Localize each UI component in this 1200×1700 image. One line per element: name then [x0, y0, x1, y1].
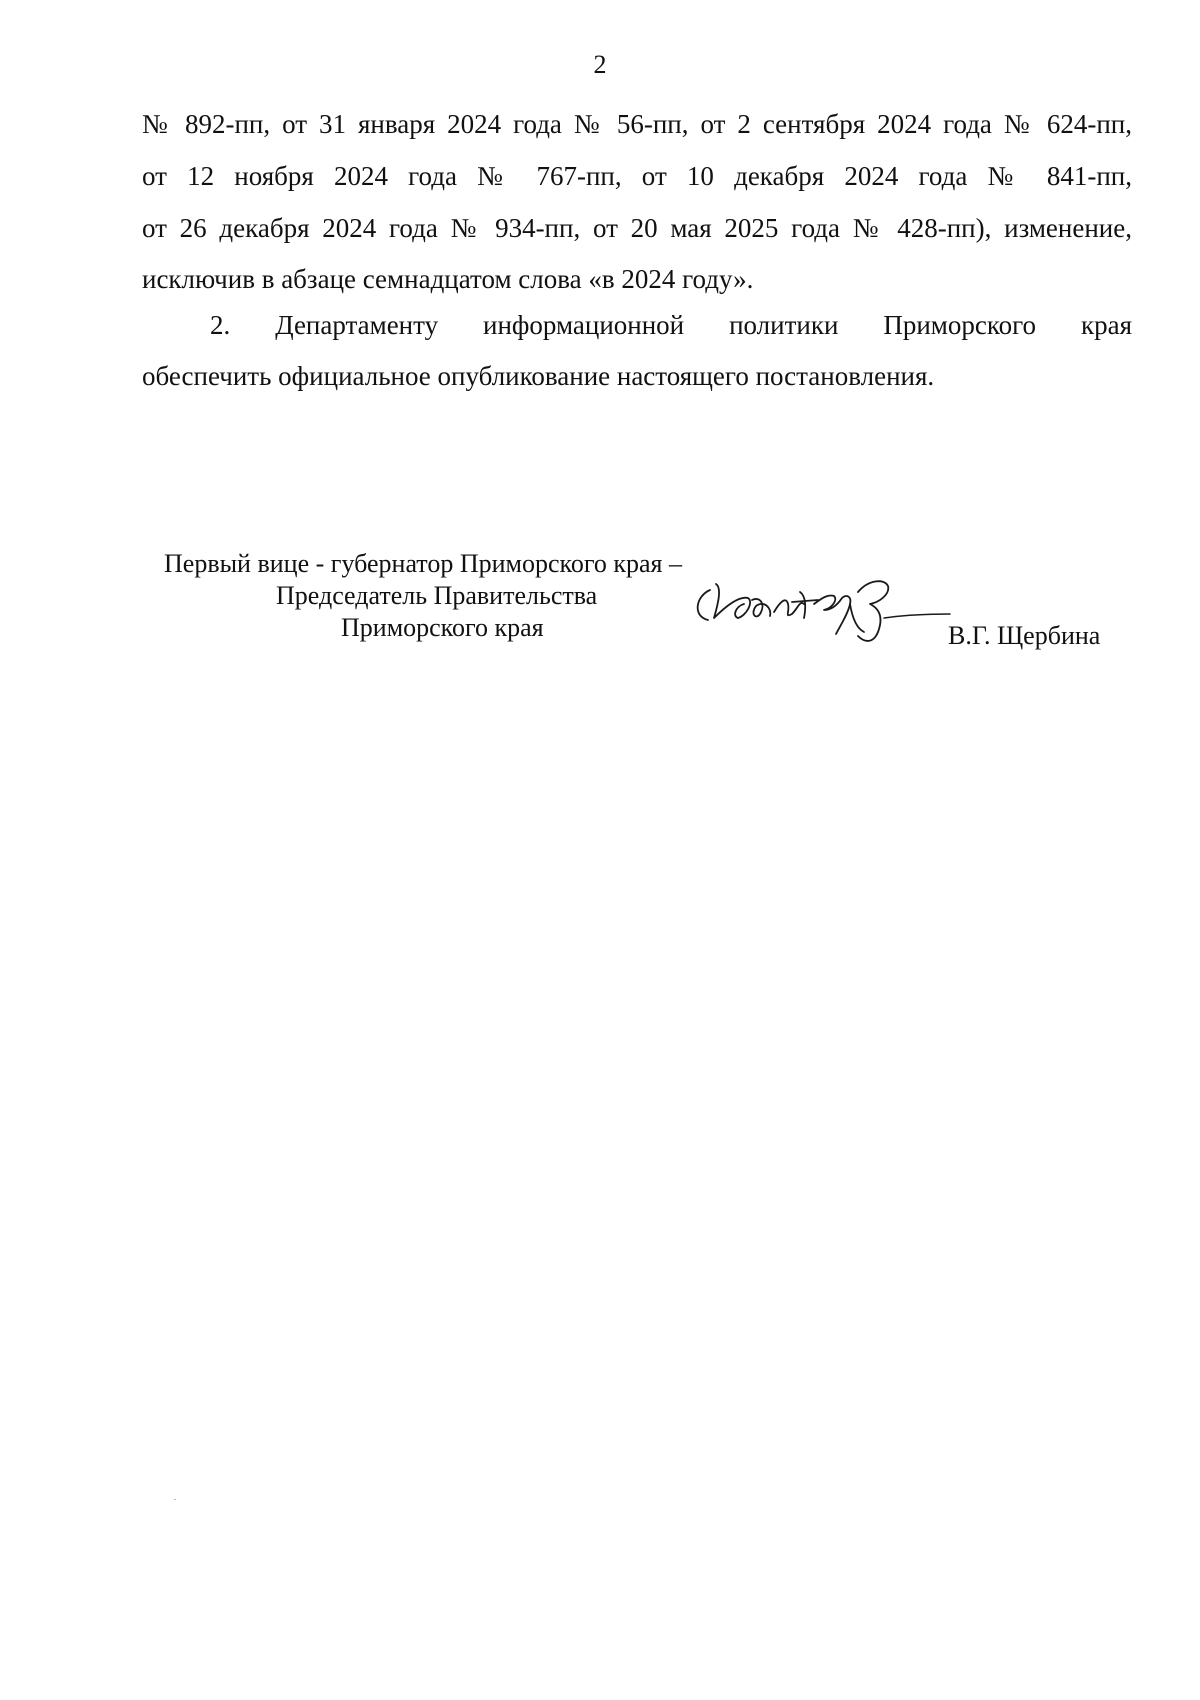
signatory-position-line-2: Председатель Правительства — [276, 581, 598, 610]
handwritten-signature — [688, 574, 958, 664]
paragraph-2-line-2: обеспечить официальное опубликование настоящего постановления. — [142, 361, 935, 391]
page-number: 2 — [593, 50, 607, 79]
paragraph-1-line-4: исключив в абзаце семнадцатом слова «в 2024 году». — [142, 264, 754, 294]
signatory-position-line-3: Приморского края — [341, 613, 544, 642]
paragraph-2-line-1: 2. Департаменту информационной политики Приморского края — [210, 310, 1132, 340]
paragraph-1-line-1: № 892-пп, от 31 января 2024 года № 56-пп, от 2 сентября 2024 года № 624-пп, — [142, 109, 1132, 139]
signatory-position-line-1: Первый вице - губернатор Приморского края – — [164, 549, 682, 578]
paragraph-1-line-2: от 12 ноября 2024 года № 767-пп, от 10 декабря 2024 года № 841-пп, — [142, 161, 1132, 191]
scan-speck — [174, 1499, 176, 1500]
paragraph-1-line-3: от 26 декабря 2024 года № 934-пп, от 20 мая 2025 года № 428-пп), изменение, — [142, 213, 1132, 243]
signatory-position — [120, 548, 760, 644]
signer-name: В.Г. Щербина — [948, 621, 1101, 650]
